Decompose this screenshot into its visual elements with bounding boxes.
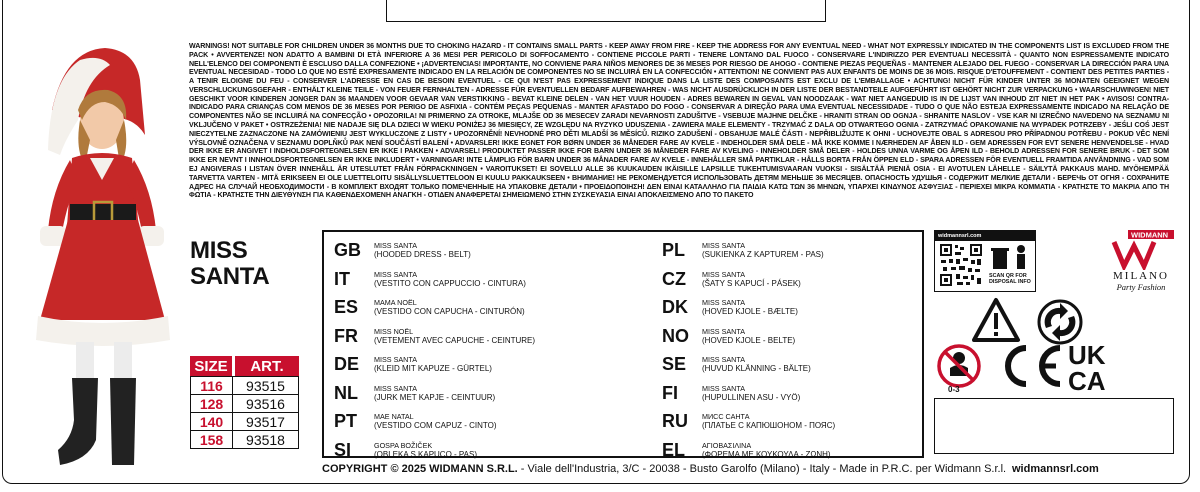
language-desc: (JURK MET KAPJE - CEINTUUR) bbox=[374, 392, 496, 402]
copyright-line bbox=[322, 463, 1006, 475]
article-number: 93518 bbox=[232, 431, 299, 449]
product-title-line1: MISS bbox=[190, 237, 248, 264]
language-row bbox=[662, 350, 952, 379]
art-header: ART. bbox=[232, 356, 299, 376]
language-code: PL bbox=[662, 240, 686, 260]
language-code: FI bbox=[662, 382, 678, 403]
language-row bbox=[662, 293, 952, 322]
language-name: GOSPA BOŽIČEK bbox=[374, 440, 433, 450]
language-row bbox=[334, 379, 624, 408]
language-desc: (HOVED KJOLE - BELTE) bbox=[702, 335, 796, 345]
language-desc: (KLEID MIT KAPUZE - GÜRTEL) bbox=[374, 364, 492, 373]
language-code: DK bbox=[662, 297, 688, 317]
language-desc: (HUVUD KLÄNNING - BÄLTE) bbox=[702, 364, 811, 373]
language-name: MISS SANTA bbox=[374, 269, 417, 279]
language-desc: (VESTIDO CON CAPUCHA - CINTURÓN) bbox=[374, 307, 525, 316]
language-code: PT bbox=[334, 411, 358, 431]
recycle-bin-icon bbox=[989, 243, 1033, 271]
language-code: ES bbox=[334, 297, 359, 317]
recycle-symbol-icon bbox=[1039, 301, 1081, 343]
website-link[interactable]: widmannsrl.com bbox=[1012, 463, 1099, 475]
top-tab bbox=[386, 0, 826, 22]
size-value: 158 bbox=[190, 431, 232, 449]
warnings-text: WARNINGS! NOT SUITABLE FOR CHILDREN UNDER 36 MONTHS DUE TO CHOKING HAZARD - IT CONTAINS SMALL PARTS - KEEP AWAY FROM FIRE - KEEP THE ADDRESS FOR ANY EVENTUAL NEED - WHAT NOT EXPRESSLY INDICATED IN THE COMPONENTS LIST IS EXCLUDED FROM THE PACK • AVVERTENZE! NON ADATTO A BAMBINI DI ETÀ INFERIORE A 36 MESI PER PERICOLO DI SOFFOCAMENTO - CONTIENE PICCOLE PARTI - TENERE LONTANO DAL FUOCO - CONSERVARE L'INDIRIZZO PER EVENTUALI NECESSITÀ - QUANTO NON ESPRESSAMENTE INDICATO NELL'ELENCO DEI COMPONENTI È ESCLUSO DALLA CONFEZIONE • ¡ADVERTENCIAS! IMPORTANTE, NO CONVIENE PARA NIÑOS MENORES DE 36 MESES POR RIESGO DE AHOGO - CONTIENE PIEZAS PEQUEÑAS - MANTENER ALEJADO DEL FUEGO - CONSERVAR LA DIRECCIÓN PARA UNA EVENTUAL NECESIDAD - TODO LO QUE NO ESTÉ EXPRESAMENTE INDICADO EN LA RELACIÓN DE COMPONENTES NO SE INCLUIRÁ EN LA CONFECCIÓN • ATTENTION! NE CONVIENT PAS AUX ENFANTS DE MOINS DE 36 MOIS. RISQUE D'ETOUFFEMENT - CONTIENT DES PETITES PARTIES - A TENIR ELOIGNE DU FEU - CONSERVER L'ADRESSE EN CAS DE BESOIN EVENTUEL - CE QUI N'EST PAS EXPRESSEMENT INDIQUE DANS LA LISTE DES COMPOSANTS EST EXCLU DE L'EMBALLAGE • ACHTUNG! NICHT FÜR KINDER UNTER 36 MONATEN GEEIGNET WEGEN VERSCHLUCKUNGSGEFAHR - ENTHÄLT KLEINE TEILE - VON FEUER FERNHALTEN - ADRESSE FÜR EVENTUELLEN BEDARF AUFBEWAHREN - WAS NICHT AUSDRÜCKLICH IN DER LISTE DER BESTANDTEILE AUFGEFÜHRT IST GEHÖRT NICHT ZUR VERPACKUNG • WAARSCHUWINGEN! NIET GESCHIKT VOOR KINDEREN JONGER DAN 36 MAANDEN VOOR GEVAAR VAN VERSTIKKING - BEVAT KLEINE DELEN - VAN HET VUUR HOUDEN - ADRES BEWAREN IN GEVAL VAN NOODZAAK - WAT NIET AANGEDUID IS IN DE LIJST VAN INHOUD ZIT NIET IN HET PAK • AVISOS! CONTRA-INDICADO PARA CRIANÇAS COM MENOS DE 36 MESES POR PERIGO DE ASFIXIA - CONTÉM PEÇAS PEQUENAS - MANTER AFASTADO DO FOGO - CONSERVAR A DIREÇÃO PARA UMA EVENTUAL NECESSIDADE - TUDO O QUE NÃO ESTEJA EXPRESSAMENTE INDICADO NA RELAÇÃO DE COMPONENTES NÃO SE INCLUIRÁ NA CONFECÇÃO • OPOZORILA! NI PRIMERNO ZA OTROKE, MLAJŠE OD 36 MESECEV ZARADI NEVARNOSTI ZADUŠITVE - VSEBUJE MAJHNE DELČKE - HRANITI STRAN OD OGNJA - SHRANITE NASLOV - VSE KAR NI IZREČNO NAVEDENO NA SEZNAMU NI VKLJUČENO V PAKET • OSTRZEŻENIA! NIE NADAJE SIĘ DLA DZIECI W WIEKU PONIŻEJ 36 MIESIĘCY, ZE WZGLĘDU NA RYZYKO UDUSZENIA - ZAWIERA MAŁE ELEMENTY - TRZYMAĆ Z DALA OD OTWARTEGO OGNIA - ZATRZYMAĆ OPAKOWANIE NA WYPADEK POTRZEBY - JEŚLI COŚ JEST NIECZYTELNE ZAZNACZONE NA ZAMÓWIENIU JEST WYKLUCZONE Z LISTY • UPOZORNĚNÍ! NEVHODNÉ PRO DĚTI MLADŠÍ 36 MĚSÍCŮ. RIZIKO ZADUŠENÍ - OBSAHUJE MALÉ ČÁSTI - NEPŘIBLIŽUJTE K OHNI - UCHOVEJTE OBAL S ADRESOU PRO PŘÍPADNOU POTŘEBU - POKUD VĚC NENÍ VÝSLOVNĚ OZNAČENA V SEZNAMU DOPLŇKŮ PAK NENÍ SOUČÁSTÍ BALENÍ • ADVARSLER! IKKE EGNET FOR BØRN UNDER 36 MÅNEDER FARE AV KVELE - INDEHOLDER SMÅ DELE - MÅ IKKE KOMME I NÆRHEDEN AF ÅBEN ILD - GEM ADRESSEN FOR EVT SENERE HENVENDELSE - HVAD DER IKKE ER ANGIVET I INDHOLDSFORTEGNELSEN ER IKKE I PAKKEN • ADVARSEL! PRODUKTET PASSER IKKE FOR BARN UNDER 36 MÅNEDER FARE AV KVELING - INNEHOLDER SMÅ DELER - HOLDES UNNA VARME OG ÅPEN ILD - BEHOLD ADRESSEN FOR SENERE BRUK - DET SOM IKKE ER NEVNT I INNHOLDSFORTEGNELSEN ER IKKE INKLUDERT • VARNINGAR! INTE LÄMPLIG FÖR BARN UNDER 36 MÅNADER FARE AV KVELE - INNEHÅLLER SMÅ PARTIKLAR - HÅLLS BORTA FRÅN ÖPPEN ELD - SPARA ADRESSEN FÖR EVENTUELL FRAMTIDA ANVÄNDNING - VAD SOM EJ ANGIVERAS I LISTAN ÖVER INNEHÅLL ÄR UTESLUTET FRÅN FÖRPACKNINGEN • VAROITUKSET! EI SOVELLU ALLE 36 KUUKAUDEN IKÄISILLE LAPSILLE TUKEHTUMISVAARAN VUOKSI - SISÄLTÄÄ PIENIÄ OSIA - EI AVOTULEN LÄHELLE - SÄILYTÄ PAKKAUS MAHD. MYÖHEMPÄÄ TARVETTA VARTEN - MITÄ ERIKSEEN EI OLE LUETTELOITU SISÄLLYSLUETTELOON EI KUULU PAKKAUKSEEN • ВНИМАНИЕ! НЕ РЕКОМЕНДУЕТСЯ ИСПОЛЬЗОВАТЬ ДЕТЯМ МЕНЬШЕ 36 МЕСЯЦЕВ. ОПАСНОСТЬ УДУШЬЯ - СОДЕРЖИТ МЕЛКИЕ ДЕТАЛИ - БЕРЕЧЬ ОТ ОГНЯ - СОХРАНИТЕ АДРЕС НА СЛУЧАЙ НЕОБХОДИМОСТИ - В КОМПЛЕКТ ВХОДЯТ ТОЛЬКО ПОМЕЧЕННЫЕ НА УПАКОВКЕ ДЕТАЛИ • ΠΡΟΕΙΔΟΠΟΙΗΣΗ! ΔΕΝ ΕΙΝΑΙ ΚΑΤΑΛΛΗΛΟ ΓΙΑ ΠΑΙΔΙΑ ΚΑΤΩ ΤΩΝ 36 ΜΗΝΩΝ, ΥΠΑΡΧΕΙ ΚΙΝΔΥΝΟΣ ΑΣΦΥΞΙΑΣ - ΠΕΡΙΕΧΕΙ ΜΙΚΡΑ ΚΟΜΜΑΤΙΑ - ΚΡΑΤΗΣΤΕ ΤΟ ΜΑΚΡΙΑ ΑΠΟ ΤΗ ΦΩΤΙΑ - ΚΡΑΤΗΣΤΕ ΤΗΝ ΔΙΕΥΘΥΝΣΗ ΓΙΑ ΚΑΘΕΝΔΕΧΟΜΕΝΗ ΑΝΑΓΚΗ - ΟΤΙΔΕΝ ΑΝΑΦΕΡΕΤΑΙ ΣΗΜΕΙΩΜΕΝΟ ΣΤΗΝ ΣΥΣΚΕΥΑΣΙΑ ΕΙΝΑΙ ΑΠΟΚΛΕΙΣΜΕΝΟ ΑΠΟ ΤΟ ΠΑΚΕΤΟ bbox=[189, 42, 1169, 200]
qr-disposal-box bbox=[934, 230, 1036, 292]
language-desc: (VESTIDO COM CAPUZ - CINTO) bbox=[374, 421, 497, 430]
widmann-logo-icon bbox=[1108, 230, 1174, 270]
size-table-header bbox=[190, 356, 299, 376]
language-name: MISS SANTA bbox=[702, 269, 745, 279]
language-name: MISS SANTA bbox=[374, 383, 417, 393]
language-translations-box bbox=[322, 230, 924, 458]
size-value: 116 bbox=[190, 376, 232, 395]
language-code: SE bbox=[662, 354, 687, 374]
language-row bbox=[662, 265, 952, 294]
size-row bbox=[190, 395, 299, 413]
product-photo bbox=[30, 40, 180, 480]
language-desc: (HUPULLINEN ASU - VYÖ) bbox=[702, 392, 801, 402]
language-row bbox=[334, 350, 624, 379]
language-name: MISS SANTA bbox=[702, 241, 745, 250]
language-row bbox=[334, 236, 624, 265]
language-desc: (OBLEKA S KAPUCO - PAS) bbox=[374, 449, 477, 459]
size-row bbox=[190, 376, 299, 395]
language-row bbox=[334, 407, 624, 436]
language-desc: (HOVED KJOLE - BÆLTE) bbox=[702, 307, 798, 316]
ce-mark-icon bbox=[1008, 348, 1060, 384]
language-code: EL bbox=[662, 439, 686, 460]
language-code: IT bbox=[334, 268, 350, 289]
warning-triangle-icon bbox=[974, 300, 1018, 340]
language-row bbox=[662, 436, 952, 465]
language-desc: (HOODED DRESS - BELT) bbox=[374, 250, 471, 259]
product-title-line2: SANTA bbox=[190, 263, 270, 290]
language-code: SI bbox=[334, 439, 352, 460]
article-number: 93517 bbox=[232, 413, 299, 431]
language-column-left bbox=[334, 236, 624, 464]
article-number: 93515 bbox=[232, 376, 299, 395]
language-name: MISS SANTA bbox=[374, 241, 417, 250]
language-column-right bbox=[662, 236, 952, 464]
copyright-text: COPYRIGHT © 2025 WIDMANN S.R.L. bbox=[322, 463, 518, 475]
language-name: MAMA NOËL bbox=[374, 298, 417, 307]
ukca-mark-icon bbox=[1068, 340, 1106, 396]
size-table bbox=[190, 356, 299, 449]
language-row bbox=[662, 407, 952, 436]
qr-code-icon bbox=[939, 243, 983, 287]
brand-name: WIDMANN bbox=[1131, 230, 1169, 240]
language-code: RU bbox=[662, 411, 688, 431]
language-name: MAE NATAL bbox=[374, 412, 414, 421]
brand-tagline: Party Fashion bbox=[1116, 282, 1166, 292]
widmann-brand bbox=[1108, 230, 1174, 294]
language-desc: (ΦΟΡΕΜΑ ΜΕ ΚΟΥΚΟΥΛΑ - ΖΩΝΗ) bbox=[702, 449, 831, 459]
size-row bbox=[190, 413, 299, 431]
language-row bbox=[662, 322, 952, 351]
brand-city: MILANO bbox=[1113, 270, 1169, 282]
language-row bbox=[334, 436, 624, 465]
language-row bbox=[662, 379, 952, 408]
empty-sticker-box bbox=[934, 398, 1174, 454]
size-row bbox=[190, 431, 299, 449]
language-name: MISS SANTA bbox=[702, 298, 745, 307]
language-name: MISS SANTA bbox=[702, 326, 745, 336]
language-name: MISS SANTA bbox=[702, 383, 745, 393]
qr-label: SCAN QR FOR DISPOSAL INFO bbox=[989, 273, 1031, 285]
language-name: MISS NOËL bbox=[374, 326, 414, 336]
size-header: SIZE bbox=[190, 356, 232, 376]
company-address: - Viale dell'Industria, 3/C - 20038 - Busto Garolfo (Milano) - Italy - Made in P.R.C. per Widmann S.r.l. bbox=[517, 463, 1007, 475]
language-code: NL bbox=[334, 382, 358, 403]
size-value: 140 bbox=[190, 413, 232, 431]
ukca-top: UK bbox=[1068, 340, 1106, 370]
language-name: MISS SANTA bbox=[374, 355, 417, 364]
language-desc: (VETEMENT AVEC CAPUCHE - CEINTURE) bbox=[374, 335, 536, 345]
language-row bbox=[334, 265, 624, 294]
article-number: 93516 bbox=[232, 395, 299, 413]
language-name: MISS SANTA bbox=[702, 355, 745, 364]
product-title bbox=[190, 238, 269, 290]
qr-header: widmannsrl.com bbox=[935, 231, 1035, 241]
language-code: FR bbox=[334, 325, 358, 346]
age-restriction-icon bbox=[939, 346, 979, 394]
language-name: ΑΓΙΟΒΑΣΙΛΙΝΑ bbox=[702, 440, 752, 450]
language-code: NO bbox=[662, 325, 689, 346]
language-code: DE bbox=[334, 354, 360, 374]
language-row bbox=[334, 293, 624, 322]
safety-symbols bbox=[934, 296, 1184, 396]
language-desc: (VESTITO CON CAPPUCCIO - CINTURA) bbox=[374, 278, 526, 288]
language-code: CZ bbox=[662, 268, 686, 289]
size-value: 128 bbox=[190, 395, 232, 413]
language-row bbox=[662, 236, 952, 265]
language-code: GB bbox=[334, 240, 361, 260]
ukca-bottom: CA bbox=[1068, 366, 1106, 396]
language-desc: (SUKIENKA Z KAPTUREM - PAS) bbox=[702, 250, 824, 259]
language-row bbox=[334, 322, 624, 351]
language-desc: (ŠATY S KAPUCÍ - PÁSEK) bbox=[702, 278, 801, 288]
age-label: 0-3 bbox=[948, 385, 960, 394]
language-desc: (ПЛАТЬЕ С КАПЮШОНОМ - ПОЯС) bbox=[702, 421, 836, 430]
language-name: МИСС САНТА bbox=[702, 412, 750, 421]
